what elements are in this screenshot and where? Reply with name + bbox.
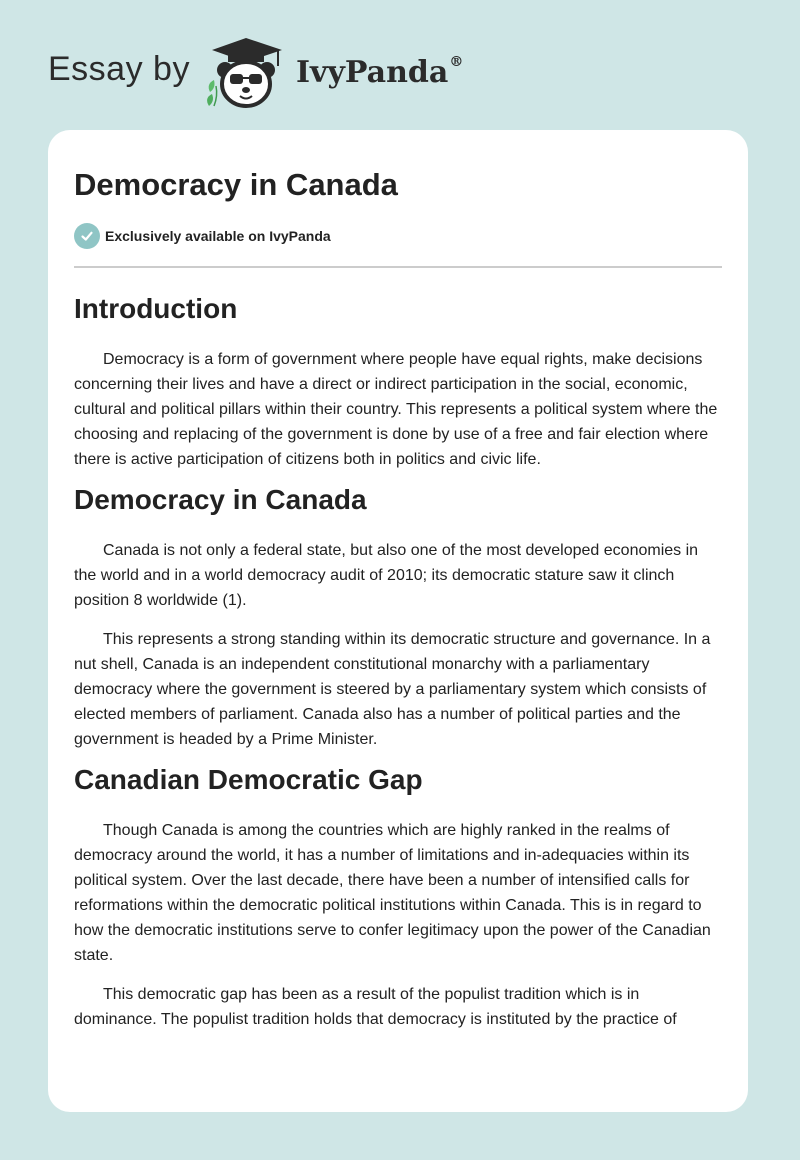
brand-name[interactable] (296, 54, 463, 90)
paragraph: Though Canada is among the countries which are highly ranked in the realms of democracy around the world, it has a number of limitations and in-adequacies within its political system. Over the last decade, there have been a number of intensified calls for reformations within the democratic political institutions within Canada. This is in regard to how the democratic institutions serve to confer legitimacy upon the power of the Canadian state. (74, 821, 711, 964)
essay-by-label: Essay by (48, 50, 190, 88)
site-header (0, 0, 800, 130)
paragraph: This democratic gap has been as a result of the populist tradition which is in dominance. The populist tradition holds that democracy is instituted by the practice of (74, 985, 677, 1028)
brand-text: IvyPanda (296, 55, 449, 90)
badge-text: Exclusively available on IvyPanda (105, 228, 331, 244)
paragraph: Canada is not only a federal state, but also one of the most developed economies in the world and in a world democracy audit of 2010; its democratic stature saw it clinch position 8 worldwide (1). (74, 541, 699, 609)
section-heading-introduction: Introduction (74, 292, 238, 324)
page-title: Democracy in Canada (74, 167, 398, 202)
section-heading-democracy-in-canada: Democracy in Canada (74, 483, 367, 515)
paragraph: This represents a strong standing within its democratic structure and governance. In a nut shell, Canada is an independent constitutional monarchy with a parliamentary democracy where the government is steered by a parliamentary system which consists of elected members of parliament. Canada also has a number of political parties and the government is headed by a Prime Minister. (74, 630, 711, 748)
panda-graduate-logo-icon[interactable] (200, 34, 290, 110)
section-heading-canadian-democratic-gap: Canadian Democratic Gap (74, 763, 423, 795)
check-icon (74, 223, 100, 249)
exclusive-badge (74, 222, 722, 250)
registered-mark: ® (449, 54, 464, 70)
divider (74, 266, 722, 268)
paragraph: Democracy is a form of government where people have equal rights, make decisions concerning their lives and have a direct or indirect participation in the social, economic, cultural and political pillars within their country. This represents a political system where the choosing and replacing of the government is done by use of a free and fair election where there is active participation of citizens both in politics and civic life. (74, 350, 718, 468)
essay-card (48, 130, 748, 1112)
